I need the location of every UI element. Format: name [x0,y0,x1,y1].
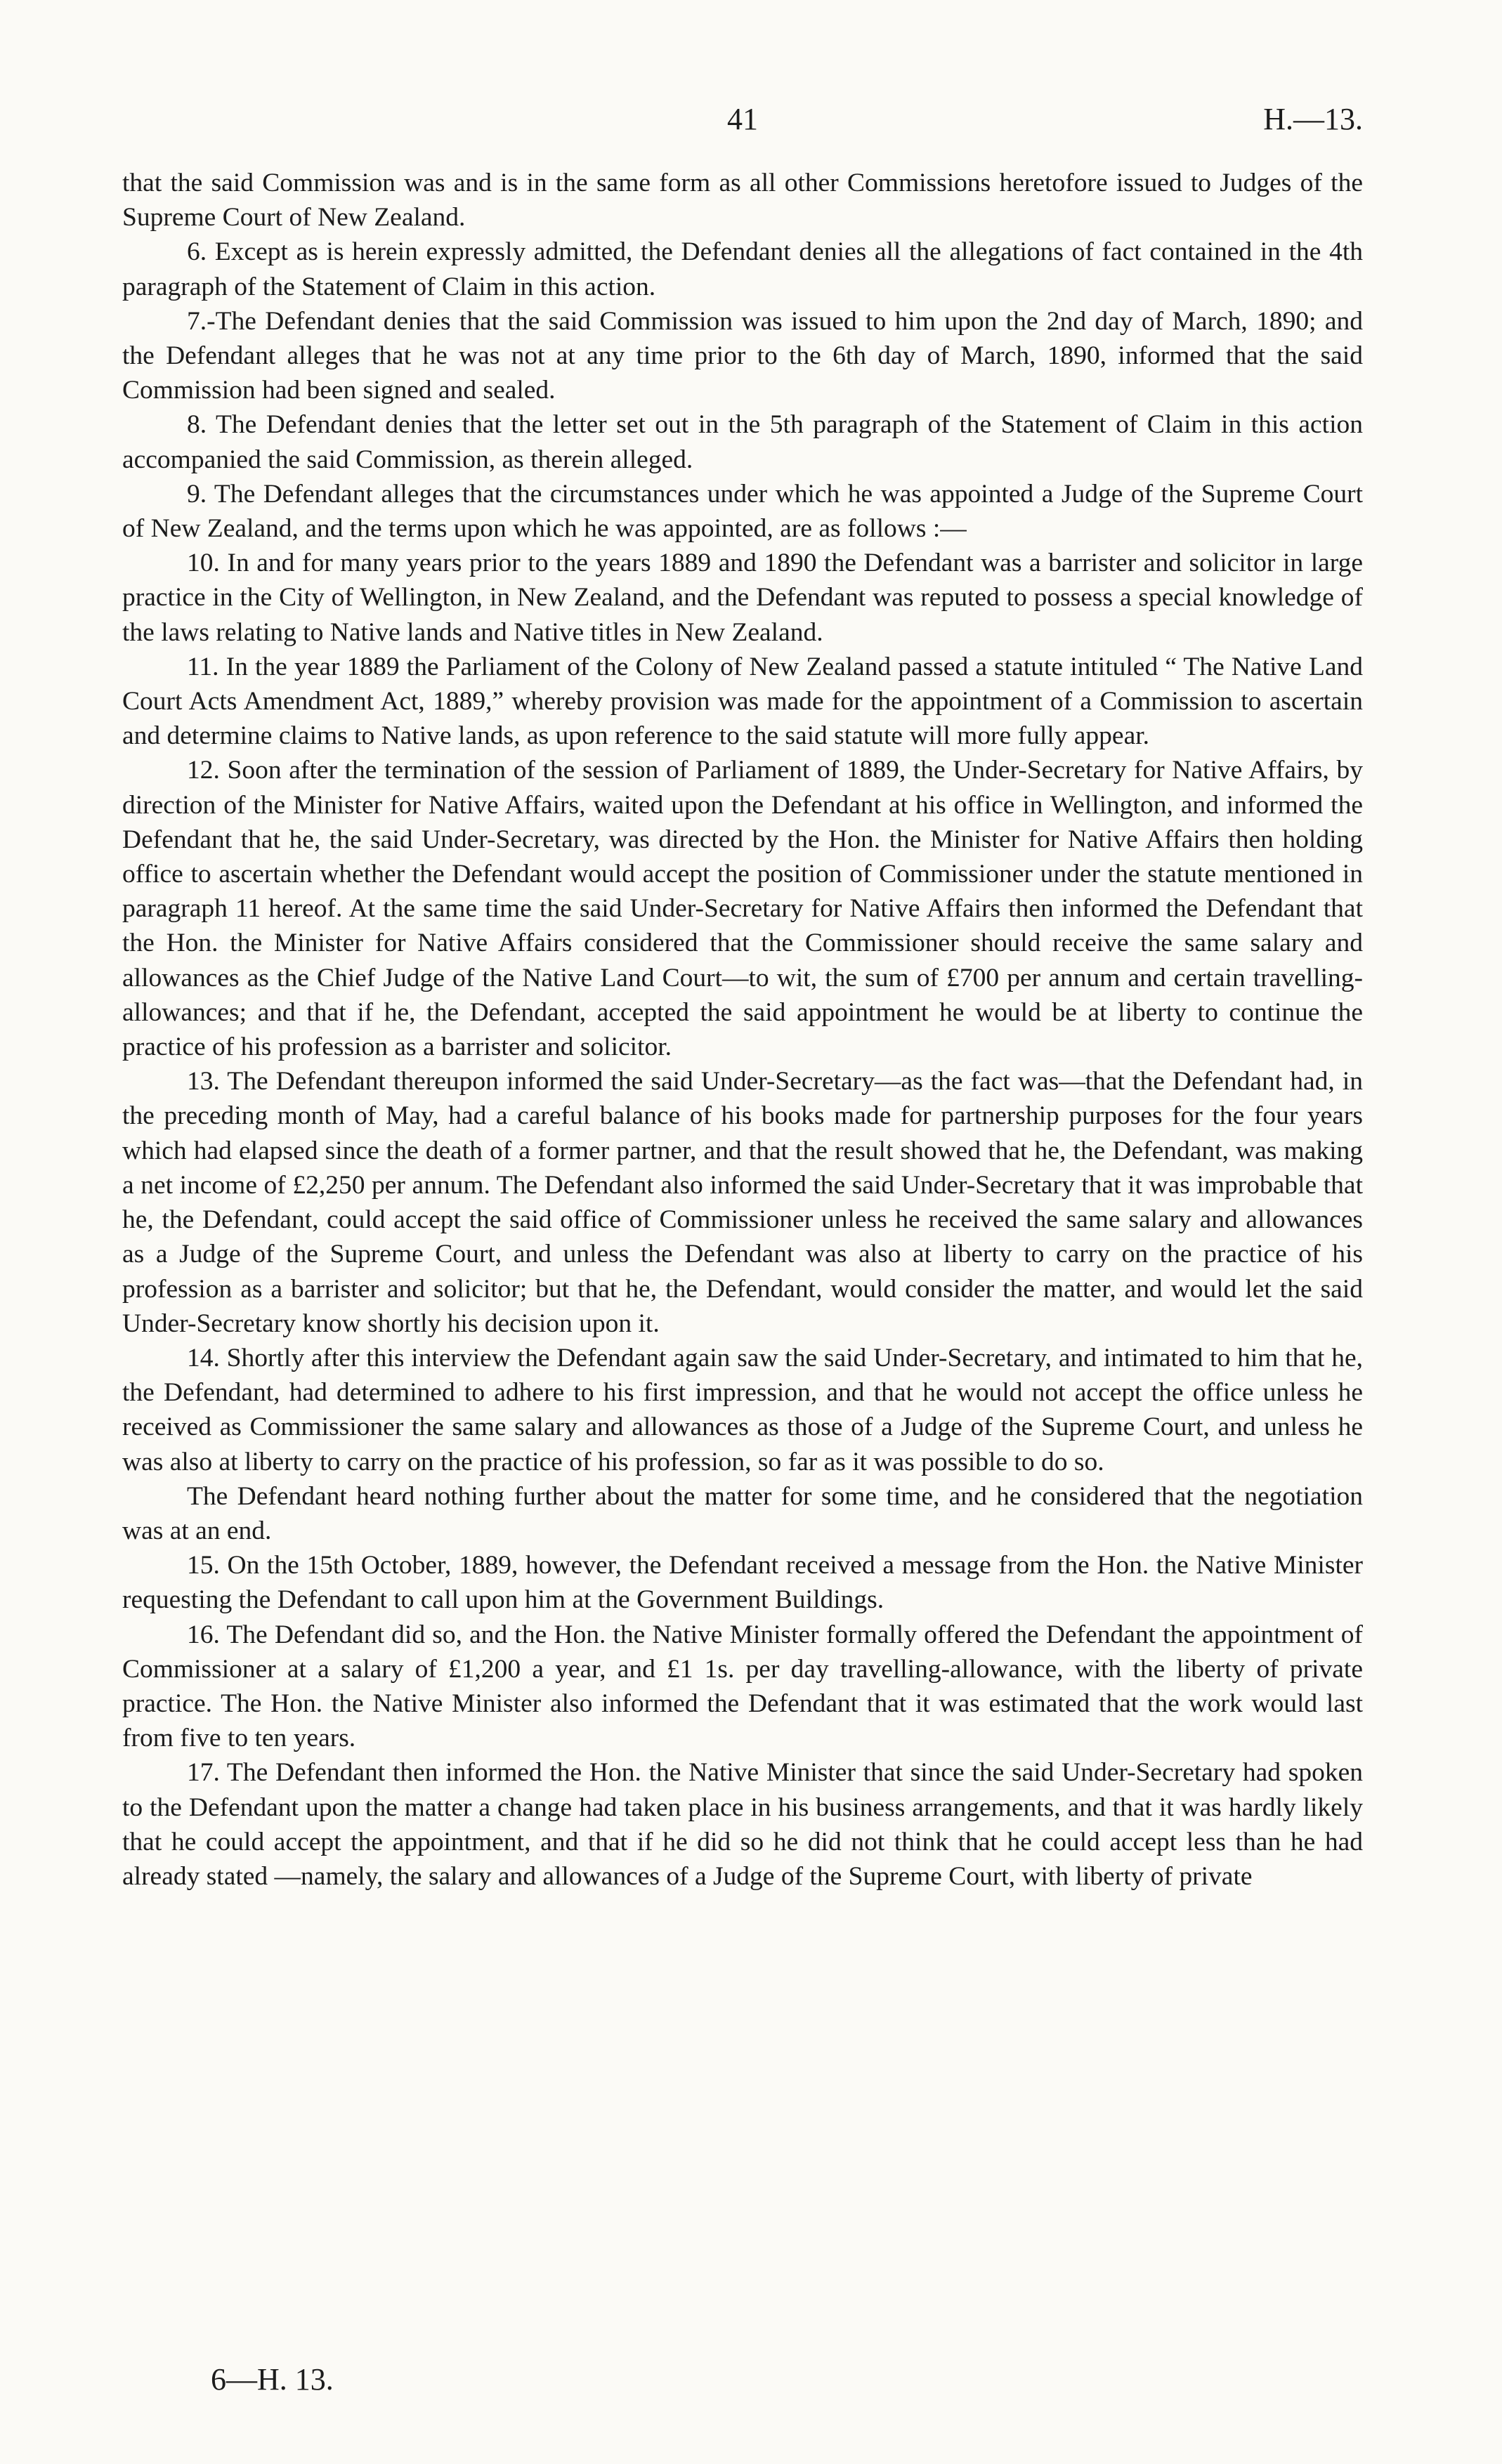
paragraph: 12. Soon after the termination of the session of Parliament of 1889, the Under-Secretary for Native Affairs, by direction of the Minister for Native Affairs, waited upon the Defendant at his office in Wellington, and informed the Defendant that he, the said Under-Secretary, was directed by the Hon. the Minister for Native Affairs then holding office to ascertain whether the Defendant would accept the position of Commissioner under the statute mentioned in paragraph 11 hereof. At the same time the said Under-Secretary for Native Affairs then informed the Defendant that the Hon. the Minister for Native Affairs considered that the Commissioner should receive the same salary and allowances as the Chief Judge of the Native Land Court—to wit, the sum of £700 per annum and certain travelling-allowances; and that if he, the Defendant, accepted the said appointment he would be at liberty to continue the practice of his profession as a barrister and solicitor. [122,756,1363,1062]
paragraph: 13. The Defendant thereupon informed the said Under-Secretary—as the fact was—that the Defendant had, in the preceding month of May, had a careful balance of his books made for partnership purposes for the four years which had elapsed since the death of a former partner, and that the result showed that he, the Defendant, was making a net income of £2,250 per annum. The Defendant also informed the said Under-Secretary that it was improbable that he, the Defendant, could accept the said office of Commissioner unless he received the same salary and allowances as a Judge of the Supreme Court, and unless the Defendant was also at liberty to carry on the practice of his profession as a barrister and solicitor; but that he, the Defendant, would consider the matter, and would let the said Under-Secretary know shortly his decision upon it. [122,1067,1363,1338]
paragraph: 10. In and for many years prior to the years 1889 and 1890 the Defendant was a barrister and solicitor in large practice in the City of Wellington, in New Zealand, and the Defendant was reputed to possess a special knowledge of the laws relating to Native lands and Native titles in New Zealand. [122,549,1363,647]
paragraph: 14. Shortly after this interview the Defendant again saw the said Under-Secretary, and intimated to him that he, the Defendant, had determined to adhere to his first impression, and that he would not accept the office unless he received as Commissioner the same salary and allowances as those of a Judge of the Supreme Court, and unless he was also at liberty to carry on the practice of his profession, so far as it was possible to do so. [122,1343,1363,1476]
signature-mark: 6—H. 13. [211,2362,334,2397]
paragraph: 16. The Defendant did so, and the Hon. the Native Minister formally offered the Defendant the appointment of Commissioner at a salary of £1,200 a year, and £1 1s. per day travelling-allowance, with the liberty of private practice. The Hon. the Native Minister also informed the Defendant that it was estimated that the work would last from five to ten years. [122,1620,1363,1753]
paragraph: 17. The Defendant then informed the Hon. the Native Minister that since the said Under-Secretary had spoken to the Defendant upon the matter a change had taken place in his business arrangements, and that it was hardly likely that he could accept the appointment, and that if he did so he did not think that he could accept less than he had already stated —namely, the salary and allowances of a Judge of the Supreme Court, with liberty of private [122,1758,1363,1891]
paragraph: 6. Except as is herein expressly admitted, the Defendant denies all the allegations of fact contained in the 4th paragraph of the Statement of Claim in this action. [122,237,1363,301]
paragraph: that the said Commission was and is in the same form as all other Commissions heretofore issued to Judges of the Supreme Court of New Zealand. [122,169,1363,232]
paragraph: 8. The Defendant denies that the letter set out in the 5th paragraph of the Statement of Claim in this action accompanied the said Commission, as therein alleged. [122,410,1363,474]
page-header [122,98,1363,140]
paragraph: 9. The Defendant alleges that the circumstances under which he was appointed a Judge of the Supreme Court of New Zealand, and the terms upon which he was appointed, are as follows :— [122,479,1363,544]
document-code: H.—13. [1263,102,1363,136]
page-number: 41 [727,102,758,136]
paragraph: 7.-The Defendant denies that the said Commission was issued to him upon the 2nd day of March, 1890; and the Defendant alleges that he was not at any time prior to the 6th day of March, 1890, informed that the said Commission had been signed and sealed. [122,306,1363,405]
paragraph: 15. On the 15th October, 1889, however, the Defendant received a message from the Hon. the Native Minister requesting the Defendant to call upon him at the Government Buildings. [122,1551,1363,1615]
document-body [122,166,1363,1894]
paragraph: 11. In the year 1889 the Parliament of the Colony of New Zealand passed a statute intituled “ The Native Land Court Acts Amendment Act, 1889,” whereby provision was made for the appointment of a Commission to ascertain and determine claims to Native lands, as upon reference to the said statute will more fully appear. [122,652,1363,751]
paragraph: The Defendant heard nothing further about the matter for some time, and he considered that the negotiation was at an end. [122,1481,1363,1545]
